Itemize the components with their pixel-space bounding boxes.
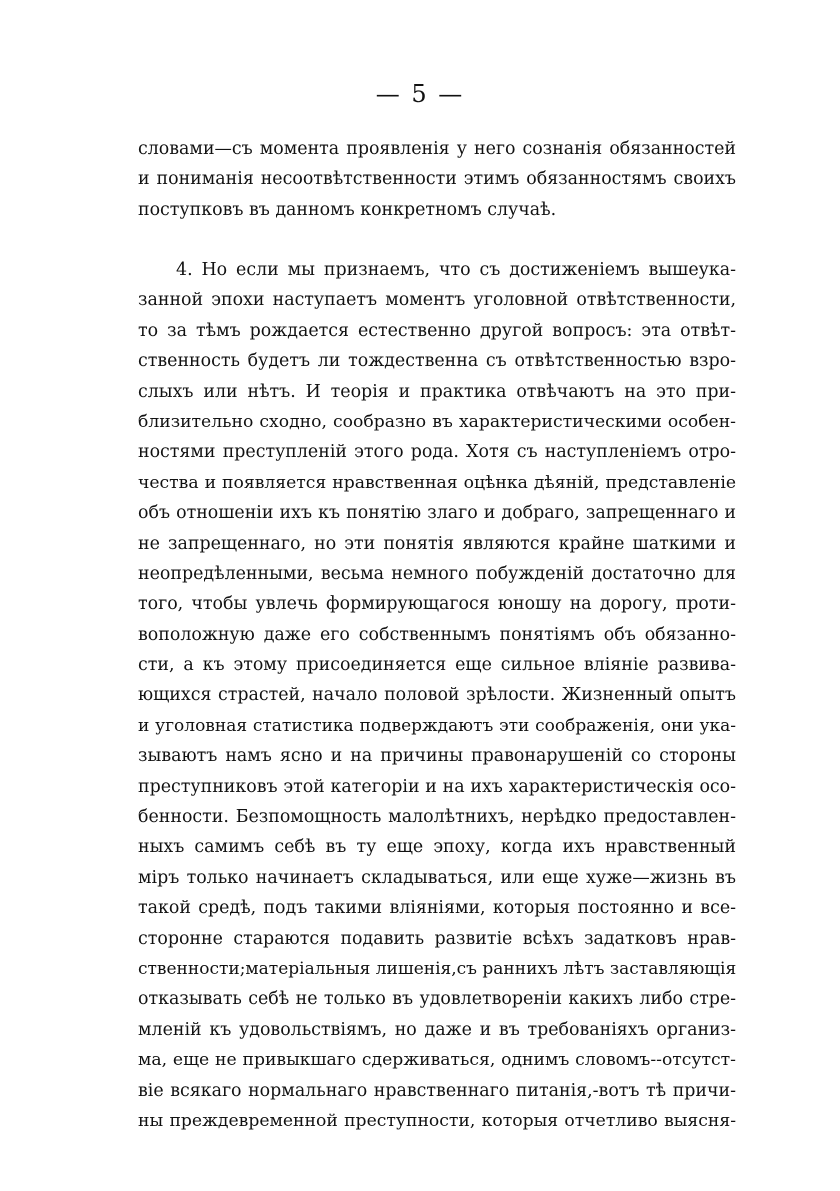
- text-line: віе всякаго нормальнаго нравственнаго питанія,-вотъ тѣ причи-: [138, 1080, 736, 1101]
- text-line: ственность будетъ ли тождественна съ отвѣтственностью взро-: [138, 351, 736, 372]
- page-number: — 5 —: [375, 80, 465, 108]
- text-line: ныхъ самимъ себѣ въ ту еще эпоху, когда ихъ нравственный: [138, 837, 736, 858]
- continuation-text: [138, 134, 736, 225]
- text-line: ющихся страстей, начало половой зрѣлости. Жизненный опытъ: [138, 685, 736, 706]
- text-line: воположную даже его собственнымъ понятіямъ объ обязанно-: [138, 624, 736, 645]
- text-line: бенности. Безпомощность малолѣтнихъ, нерѣдко предоставлен-: [138, 807, 736, 828]
- text-line: 4. Но если мы признаемъ, что съ достиженіемъ вышеука-: [176, 260, 736, 280]
- paragraph-4: [138, 255, 736, 1136]
- text-line: ма, еще не привыкшаго сдерживаться, однимъ словомъ--отсутст-: [138, 1050, 736, 1071]
- text-line: занной эпохи наступаетъ моментъ уголовной отвѣтственности,: [138, 290, 736, 311]
- text-line: отказывать себѣ не только въ удовлетвореніи какихъ либо стре-: [138, 989, 736, 1010]
- text-line: ны преждевременной преступности, которыя отчетливо выясня-: [138, 1110, 736, 1131]
- text-line: и пониманія несоотвѣтственности этимъ обязанностямъ своихъ: [138, 169, 736, 190]
- text-line: того, чтобы увлечь формирующагося юношу на дорогу, проти-: [138, 594, 736, 615]
- text-line: сти, а къ этому присоединяется еще сильное вліяніе развива-: [138, 655, 736, 676]
- text-line: чества и появляется нравственная оцѣнка дѣяній, представленіе: [138, 472, 736, 493]
- text-line: близительно сходно, сообразно въ характеристическими особен-: [138, 411, 736, 432]
- text-line: ностями преступленій этого рода. Хотя съ наступленіемъ отро-: [138, 442, 736, 463]
- text-line: объ отношеніи ихъ къ понятію злаго и добраго, запрещеннаго и: [138, 503, 736, 524]
- text-line: ственности;матеріальныя лишенія,съ раннихъ лѣтъ заставляющія: [138, 958, 736, 979]
- text-line: не запрещеннаго, но эти понятія являются крайне шаткими и: [138, 533, 736, 554]
- text-line: зываютъ намъ ясно и на причины правонарушеній со стороны: [138, 746, 736, 767]
- text-line: преступниковъ этой категоріи и на ихъ характеристическія осо-: [138, 776, 736, 797]
- text-line: то за тѣмъ рождается естественно другой вопросъ: эта отвѣт-: [138, 320, 736, 341]
- text-line: мленій къ удовольствіямъ, но даже и въ требованіяхъ организ-: [138, 1019, 736, 1040]
- text-line: слыхъ или нѣтъ. И теорія и практика отвѣчаютъ на это при-: [138, 381, 736, 402]
- text-line: такой средѣ, подъ такими вліяніями, которыя постоянно и все-: [138, 898, 736, 919]
- text-line: словами—съ момента проявленія у него сознанія обязанностей: [138, 139, 736, 159]
- text-line: неопредѣленными, весьма немного побужденій достаточно для: [138, 563, 736, 584]
- text-line: сторонне стараются подавить развитіе всѣхъ задатковъ нрав-: [138, 928, 736, 949]
- text-line: и уголовная статистика подверждаютъ эти соображенія, они ука-: [138, 715, 736, 736]
- text-line: поступковъ въ данномъ конкретномъ случаѣ.: [138, 199, 557, 220]
- text-line: міръ только начинаетъ складываться, или еще хуже—жизнь въ: [138, 867, 736, 888]
